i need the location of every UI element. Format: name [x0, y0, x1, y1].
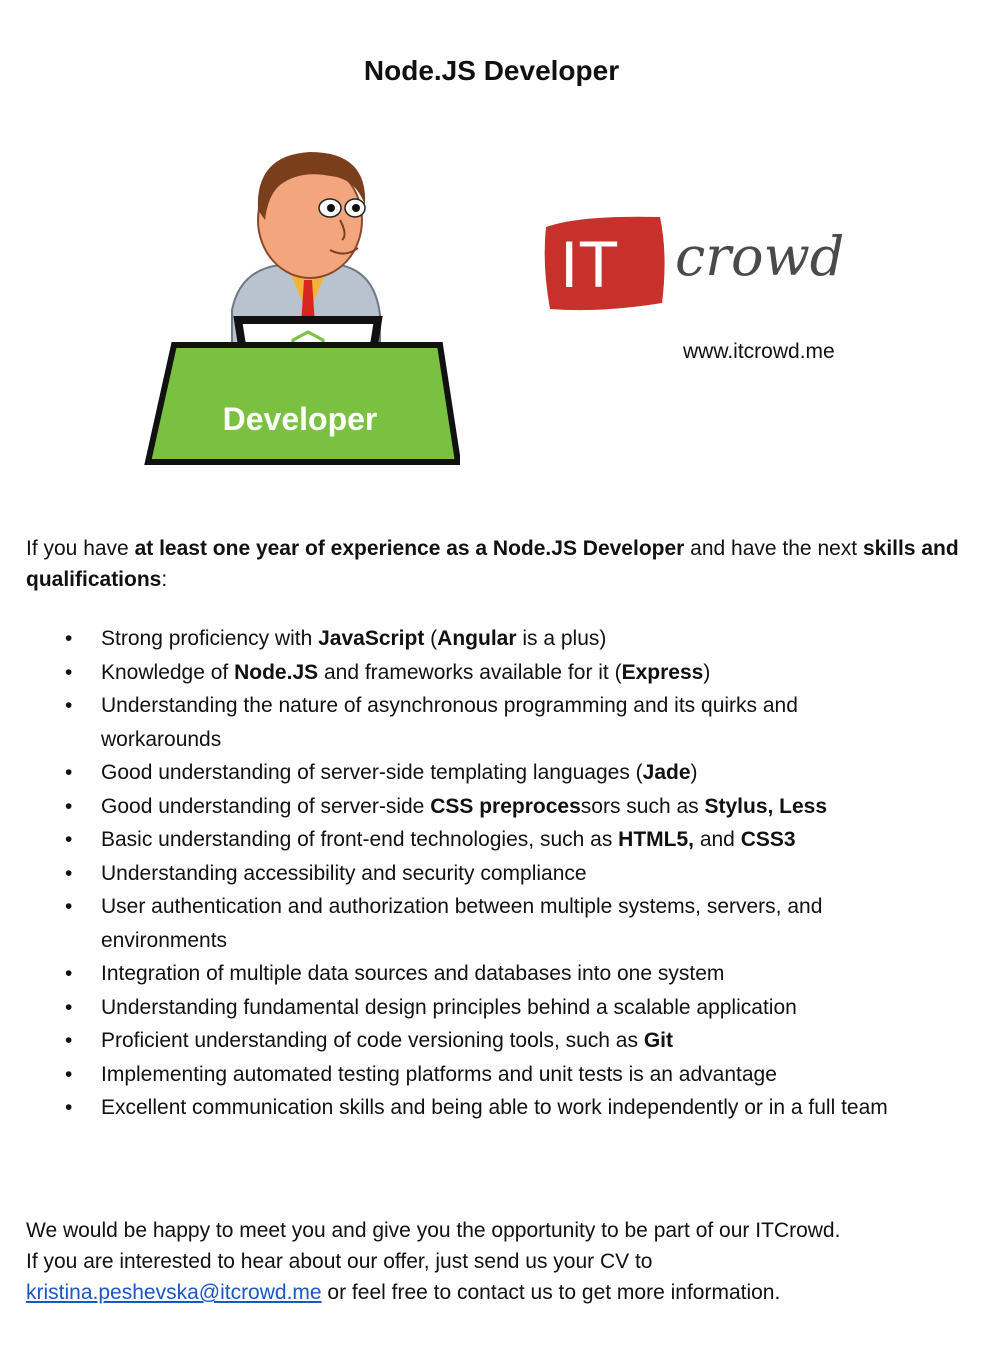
- requirement-text: is a plus): [516, 627, 607, 650]
- requirement-keyword: JavaScript: [318, 627, 425, 650]
- requirement-item: [0, 689, 921, 756]
- bullet-icon: •: [65, 1096, 73, 1119]
- requirement-text: Good understanding of server-side: [101, 794, 431, 818]
- closing-line-2: If you are interested to hear about our offer, just send us your CV to: [26, 1250, 653, 1273]
- bullet-icon: •: [65, 962, 73, 985]
- intro-text-3: :: [161, 568, 168, 591]
- intro-paragraph: [26, 533, 966, 595]
- closing-line-3: or feel free to contact us to get more information.: [321, 1281, 781, 1304]
- requirement-text: Understanding the nature of asynchronous programming and its quirks and workarounds: [101, 694, 798, 751]
- intro-text-2: and have the next: [684, 537, 863, 560]
- requirement-text: Good understanding of server-side templating languages (: [101, 761, 643, 784]
- requirement-item: [0, 622, 921, 656]
- requirement-text: Understanding accessibility and security compliance: [101, 861, 587, 885]
- bullet-icon: •: [65, 861, 73, 885]
- bullet-icon: •: [65, 1029, 73, 1052]
- requirement-text: Proficient understanding of code versioning tools, such as: [101, 1029, 644, 1052]
- requirement-keyword: HTML5,: [618, 828, 694, 851]
- requirement-item: [0, 756, 921, 790]
- bullet-icon: •: [65, 694, 73, 717]
- requirement-keyword: CSS3: [740, 828, 796, 851]
- requirement-item: [0, 1058, 921, 1092]
- requirement-text: and: [693, 828, 741, 851]
- closing-paragraph: [26, 1215, 966, 1308]
- requirement-text: ): [690, 761, 698, 784]
- bullet-icon: •: [65, 761, 73, 784]
- requirement-item: [0, 991, 921, 1025]
- requirement-item: [0, 1091, 921, 1125]
- requirement-text: Integration of multiple data sources and databases into one system: [101, 962, 725, 985]
- requirement-keyword: Angular: [437, 627, 517, 650]
- page-title: Node.JS Developer: [363, 55, 620, 86]
- requirement-item: [0, 890, 921, 957]
- requirements-list: [0, 622, 983, 1125]
- requirement-text: sors such as: [580, 794, 705, 818]
- bullet-icon: •: [65, 1062, 73, 1086]
- requirement-text: ): [703, 660, 711, 684]
- itcrowd-logo: [540, 205, 880, 325]
- bullet-icon: •: [65, 995, 73, 1019]
- website-url: www.itcrowd.me: [683, 340, 835, 363]
- requirement-text: (: [424, 627, 438, 650]
- requirement-item: [0, 957, 921, 991]
- requirement-item: [0, 790, 921, 824]
- requirement-keyword: Express: [621, 660, 704, 684]
- bullet-icon: •: [65, 794, 73, 818]
- requirement-item: [0, 1024, 921, 1058]
- requirement-keyword: CSS preproces: [430, 794, 581, 818]
- requirement-item: [0, 857, 921, 891]
- intro-text-1: If you have: [26, 537, 135, 560]
- logo-crowd-text: crowd: [675, 225, 845, 288]
- requirement-item: [0, 656, 921, 690]
- requirement-item: [0, 823, 921, 857]
- requirement-text: User authentication and authorization between multiple systems, servers, and environments: [101, 895, 823, 952]
- developer-avatar-with-laptop-icon: [140, 140, 460, 470]
- closing-line-1: We would be happy to meet you and give you the opportunity to be part of our ITCrowd.: [26, 1219, 841, 1242]
- intro-experience: at least one year of experience as a Node.JS Developer: [134, 537, 685, 560]
- requirement-text: and frameworks available for it (: [318, 660, 622, 684]
- requirement-keyword: Node.JS: [234, 660, 319, 684]
- requirement-keyword: Stylus, Less: [704, 794, 828, 818]
- requirement-text: Strong proficiency with: [101, 627, 319, 650]
- logo-it-text: IT: [560, 227, 619, 301]
- bullet-icon: •: [65, 895, 73, 918]
- requirement-text: Basic understanding of front-end technologies, such as: [101, 828, 619, 851]
- bullet-icon: •: [65, 828, 73, 851]
- requirement-text: Implementing automated testing platforms and unit tests is an advantage: [101, 1062, 777, 1086]
- requirement-keyword: Jade: [642, 761, 691, 784]
- requirement-text: Excellent communication skills and being able to work independently or in a full team: [101, 1096, 888, 1119]
- requirement-text: Knowledge of: [101, 660, 235, 684]
- requirement-text: Understanding fundamental design principles behind a scalable application: [101, 995, 797, 1019]
- intro-skills: skills and qualifications: [26, 537, 959, 591]
- bullet-icon: •: [65, 660, 73, 684]
- contact-email-link[interactable]: kristina.peshevska@itcrowd.me: [26, 1281, 322, 1304]
- requirement-keyword: Git: [643, 1029, 673, 1052]
- developer-label: Developer: [222, 401, 378, 437]
- bullet-icon: •: [65, 627, 73, 650]
